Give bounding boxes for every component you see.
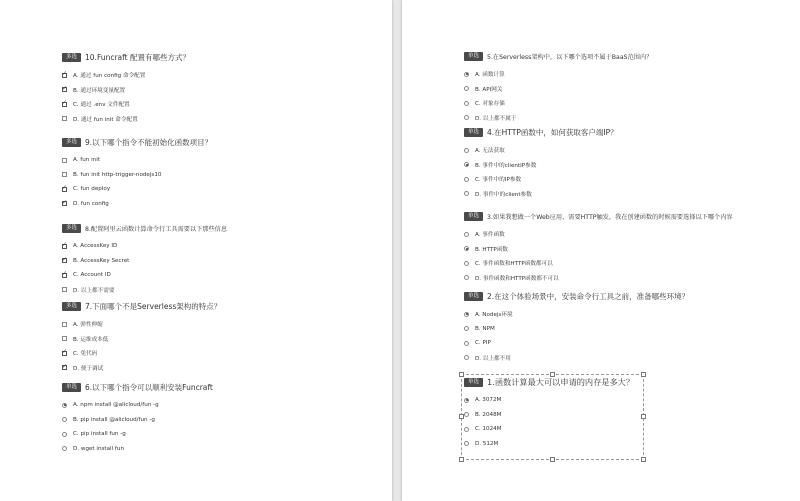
checkbox[interactable] [62, 158, 67, 163]
option-label: C. pip install fun -g [73, 431, 126, 438]
question-title: 10.Funcraft 配置有哪些方式？ [85, 52, 190, 62]
option-item[interactable] [464, 322, 800, 337]
radio-button[interactable] [464, 326, 469, 331]
question-type-badge: 单选 [464, 378, 483, 387]
option-list [464, 143, 800, 201]
radio-button[interactable] [464, 427, 469, 432]
radio-button[interactable] [464, 275, 469, 280]
checkbox[interactable] [62, 322, 67, 327]
question-type-badge: 单选 [464, 212, 483, 221]
question-block [464, 289, 800, 365]
option-item[interactable] [62, 197, 392, 212]
option-label: C. 事件函数和HTTP函数都可以 [475, 261, 553, 268]
option-label: D. fun config [73, 200, 109, 207]
option-label: C. fun deploy [73, 186, 111, 193]
option-list [62, 317, 392, 375]
question-title: 1.函数计算最大可以申请的内存是多大？ [487, 376, 635, 387]
question-block [62, 380, 392, 456]
option-item[interactable] [62, 361, 392, 376]
question-title: 4.在HTTP函数中，如何获取客户端IP？ [487, 127, 618, 137]
option-item[interactable] [464, 242, 800, 257]
question-title: 8.配置阿里云函数计算命令行工具需要以下那些信息 [85, 225, 228, 233]
radio-button[interactable] [464, 115, 469, 120]
option-label: A. AccessKey ID [73, 243, 118, 250]
radio-button[interactable] [62, 403, 67, 408]
option-label: A. fun init [73, 157, 100, 164]
option-item[interactable] [464, 351, 800, 366]
radio-button[interactable] [62, 432, 67, 437]
option-label: B. AccessKey Secret [73, 257, 130, 264]
option-list [62, 68, 392, 126]
option-item[interactable] [464, 307, 800, 322]
option-item[interactable] [464, 158, 800, 173]
question-header [62, 135, 392, 149]
question-header [62, 50, 392, 64]
option-item[interactable] [464, 256, 800, 271]
checkbox[interactable] [62, 287, 67, 292]
question-block [62, 135, 392, 211]
radio-button[interactable] [62, 446, 67, 451]
option-item[interactable] [464, 96, 800, 111]
question-block [464, 125, 800, 201]
option-label: A. Nodejs环境 [475, 312, 513, 319]
question-title: 5.在Serverless架构中，以下哪个选项不属于BaaS范围内？ [487, 53, 653, 61]
option-label: C. Account ID [73, 272, 111, 279]
radio-button[interactable] [464, 232, 469, 237]
radio-button[interactable] [464, 86, 469, 91]
checkbox[interactable] [62, 116, 67, 121]
option-item[interactable] [62, 83, 392, 98]
question-block [62, 50, 392, 126]
option-item[interactable] [62, 182, 392, 197]
left-page [0, 0, 392, 501]
option-list [62, 239, 392, 297]
checkbox[interactable] [62, 273, 67, 278]
resize-handle[interactable] [550, 457, 555, 462]
option-item[interactable] [62, 168, 392, 183]
right-page [402, 0, 800, 501]
radio-button[interactable] [62, 417, 67, 422]
option-label: D. 事件函数和HTTP函数都不可以 [475, 275, 559, 282]
option-item[interactable] [464, 143, 800, 158]
option-item[interactable] [62, 346, 392, 361]
option-label: D. 通过 fun init 命令配置 [73, 116, 138, 123]
option-item[interactable] [464, 271, 800, 286]
question-block [62, 299, 392, 375]
checkbox[interactable] [62, 187, 67, 192]
question-block [464, 375, 800, 451]
question-header [464, 49, 800, 63]
question-header [464, 125, 800, 139]
radio-button[interactable] [464, 312, 469, 317]
question-title: 2.在这个体验场景中，安装命令行工具之前，准备哪些环境？ [487, 291, 690, 301]
option-label: A. 函数计算 [475, 72, 505, 79]
question-header [464, 289, 800, 303]
checkbox[interactable] [62, 258, 67, 263]
option-list [464, 227, 800, 285]
radio-button[interactable] [464, 191, 469, 196]
question-block [62, 221, 392, 297]
resize-handle[interactable] [641, 457, 646, 462]
option-label: C. PIP [475, 340, 491, 347]
question-block [464, 209, 800, 285]
option-label: B. HTTP函数 [475, 246, 508, 253]
option-label: B. 2048M [475, 411, 502, 418]
option-item[interactable] [62, 68, 392, 83]
option-label: A. 无法获取 [475, 148, 505, 155]
option-label: D. 事件中的client参数 [475, 191, 532, 198]
question-type-badge: 多选 [62, 138, 81, 147]
radio-button[interactable] [464, 355, 469, 360]
option-item[interactable] [464, 437, 800, 452]
question-type-badge: 多选 [62, 302, 81, 311]
option-label: D. wget install fun [73, 445, 124, 452]
option-item[interactable] [62, 413, 392, 428]
question-type-badge: 多选 [62, 224, 81, 233]
option-item[interactable] [62, 268, 392, 283]
resize-handle[interactable] [459, 457, 464, 462]
question-type-badge: 多选 [62, 53, 81, 62]
radio-button[interactable] [464, 398, 469, 403]
radio-button[interactable] [464, 72, 469, 77]
option-item[interactable] [464, 422, 800, 437]
option-label: B. API网关 [475, 86, 503, 93]
option-label: A. npm install @alicloud/fun -g [73, 402, 159, 409]
option-list [62, 153, 392, 211]
option-item[interactable] [62, 153, 392, 168]
option-list [464, 393, 800, 451]
option-label: B. 事件中的clientIP参数 [475, 162, 537, 169]
question-header [464, 375, 800, 389]
option-item[interactable] [62, 317, 392, 332]
option-item[interactable] [62, 283, 392, 298]
checkbox[interactable] [62, 73, 67, 78]
checkbox[interactable] [62, 244, 67, 249]
option-label: C. 通过 .env 文件配置 [73, 102, 130, 109]
option-label: B. fun init http-trigger-nodejs10 [73, 171, 162, 178]
option-label: A. 通过 fun config 命令配置 [73, 73, 146, 80]
checkbox[interactable] [62, 201, 67, 206]
question-header [464, 209, 800, 223]
option-item[interactable] [464, 187, 800, 202]
option-list [464, 307, 800, 365]
radio-button[interactable] [464, 341, 469, 346]
option-item[interactable] [62, 112, 392, 127]
option-label: D. 512M [475, 440, 499, 447]
question-type-badge: 单选 [464, 52, 483, 61]
radio-button[interactable] [464, 246, 469, 251]
option-item[interactable] [464, 393, 800, 408]
option-item[interactable] [62, 97, 392, 112]
option-item[interactable] [464, 67, 800, 82]
radio-button[interactable] [464, 101, 469, 106]
radio-button[interactable] [464, 441, 469, 446]
option-item[interactable] [62, 398, 392, 413]
checkbox[interactable] [62, 102, 67, 107]
question-type-badge: 单选 [464, 292, 483, 301]
option-item[interactable] [464, 82, 800, 97]
option-item[interactable] [464, 336, 800, 351]
option-label: A. 弹性伸缩 [73, 322, 103, 329]
question-title: 9.以下哪个指令不能初始化函数项目？ [85, 137, 213, 147]
option-item[interactable] [62, 427, 392, 442]
question-header [62, 221, 392, 235]
radio-button[interactable] [464, 177, 469, 182]
radio-button[interactable] [464, 261, 469, 266]
option-label: C. 对象存储 [475, 101, 505, 108]
option-item[interactable] [62, 442, 392, 457]
question-header [62, 380, 392, 394]
question-type-badge: 单选 [62, 383, 81, 392]
checkbox[interactable] [62, 172, 67, 177]
checkbox[interactable] [62, 87, 67, 92]
option-label: A. 3072M [475, 397, 502, 404]
option-label: B. 通过环境变量配置 [73, 87, 126, 94]
question-title: 3.如果我想做一个Web应用，需要HTTP触发，我在创建函数的时候需要选择以下哪个内容 [487, 213, 733, 221]
option-label: B. NPM [475, 325, 495, 332]
option-list [464, 67, 800, 125]
option-label: D. 以上都不属于 [475, 115, 517, 122]
question-block [464, 49, 800, 125]
option-label: D. 便于调试 [73, 365, 104, 372]
option-item[interactable] [464, 172, 800, 187]
option-list [62, 398, 392, 456]
option-item[interactable] [464, 111, 800, 126]
question-title: 6.以下哪个指令可以顺利安装Funcraft [85, 382, 213, 392]
checkbox[interactable] [62, 365, 67, 370]
radio-button[interactable] [464, 162, 469, 167]
question-type-badge: 单选 [464, 128, 483, 137]
option-label: D. 以上都不用 [475, 355, 511, 362]
question-header [62, 299, 392, 313]
option-item[interactable] [464, 227, 800, 242]
option-label: C. 1024M [475, 426, 502, 433]
option-label: A. 事件函数 [475, 232, 505, 239]
option-label: D. 以上都不需要 [73, 287, 115, 294]
option-label: B. pip install @alicloud/fun -g [73, 416, 155, 423]
checkbox[interactable] [62, 351, 67, 356]
checkbox[interactable] [62, 336, 67, 341]
question-title: 7.下面哪个不是Serverless架构的特点？ [85, 301, 222, 311]
option-label: C. 免代码 [73, 351, 98, 358]
option-label: C. 事件中的IP参数 [475, 177, 522, 184]
option-label: B. 运维成本低 [73, 336, 109, 343]
option-item[interactable] [62, 332, 392, 347]
option-item[interactable] [464, 408, 800, 423]
radio-button[interactable] [464, 412, 469, 417]
option-item[interactable] [62, 239, 392, 254]
option-item[interactable] [62, 254, 392, 269]
radio-button[interactable] [464, 148, 469, 153]
